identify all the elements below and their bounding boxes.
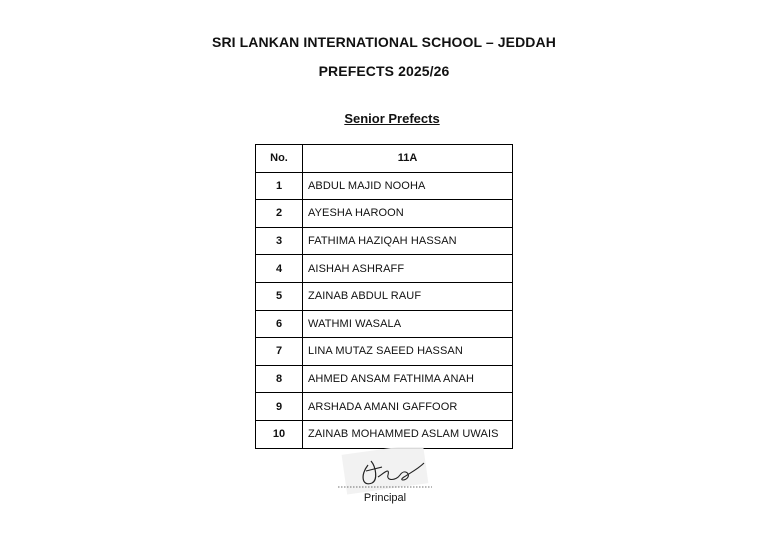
column-header-no: No. xyxy=(256,145,303,173)
row-number: 1 xyxy=(256,172,303,200)
table-row xyxy=(256,420,513,448)
table-row xyxy=(256,172,513,200)
prefect-name: AHMED ANSAM FATHIMA ANAH xyxy=(303,365,513,393)
row-number: 6 xyxy=(256,310,303,338)
table-row xyxy=(256,200,513,228)
principal-signature xyxy=(338,447,438,495)
row-number: 2 xyxy=(256,200,303,228)
table-row xyxy=(256,310,513,338)
row-number: 9 xyxy=(256,393,303,421)
prefect-name: FATHIMA HAZIQAH HASSAN xyxy=(303,227,513,255)
table-row xyxy=(256,338,513,366)
prefect-name: LINA MUTAZ SAEED HASSAN xyxy=(303,338,513,366)
row-number: 10 xyxy=(256,420,303,448)
table-row xyxy=(256,282,513,310)
prefect-name: ARSHADA AMANI GAFFOOR xyxy=(303,393,513,421)
prefect-name: AISHAH ASHRAFF xyxy=(303,255,513,283)
row-number: 4 xyxy=(256,255,303,283)
prefect-name: ZAINAB MOHAMMED ASLAM UWAIS xyxy=(303,420,513,448)
prefect-name: ABDUL MAJID NOOHA xyxy=(303,172,513,200)
document-subtitle: PREFECTS 2025/26 xyxy=(318,63,450,79)
row-number: 7 xyxy=(256,338,303,366)
row-number: 8 xyxy=(256,365,303,393)
prefect-name: ZAINAB ABDUL RAUF xyxy=(303,282,513,310)
prefect-name: AYESHA HAROON xyxy=(303,200,513,228)
signature-label: Principal xyxy=(363,492,407,504)
school-name: SRI LANKAN INTERNATIONAL SCHOOL – JEDDAH xyxy=(212,34,556,50)
table-header-row xyxy=(256,145,513,173)
table-row xyxy=(256,255,513,283)
table-row xyxy=(256,393,513,421)
table-row xyxy=(256,227,513,255)
prefects-table xyxy=(255,144,513,449)
prefect-name: WATHMI WASALA xyxy=(303,310,513,338)
row-number: 5 xyxy=(256,282,303,310)
column-header-class: 11A xyxy=(303,145,513,173)
table-row xyxy=(256,365,513,393)
section-title: Senior Prefects xyxy=(344,111,440,126)
row-number: 3 xyxy=(256,227,303,255)
